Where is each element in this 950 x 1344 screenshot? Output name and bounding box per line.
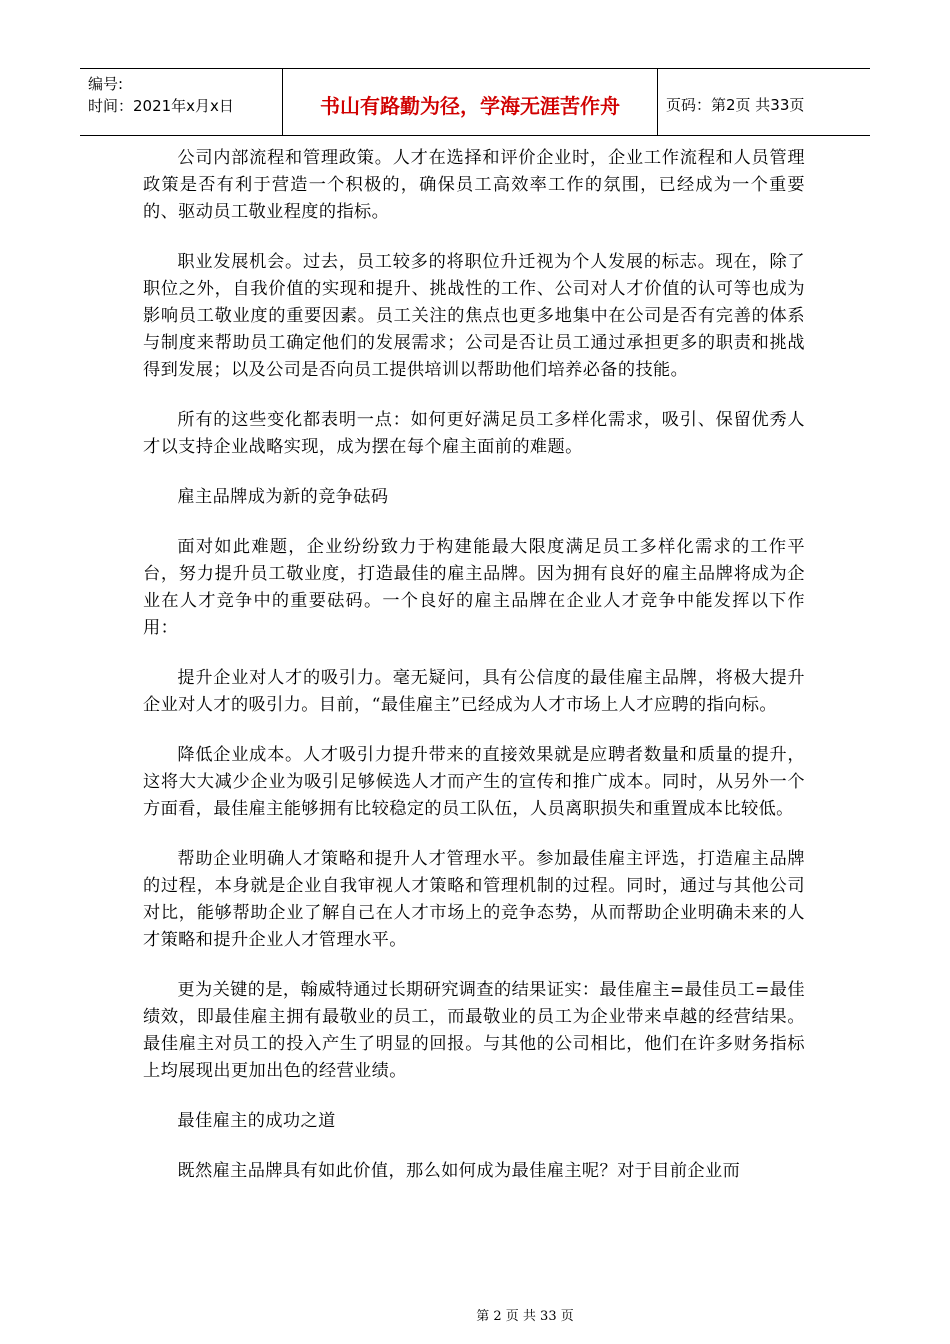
paragraph: 既然雇主品牌具有如此价值，那么如何成为最佳雇主呢？对于目前企业而 xyxy=(177,1161,741,1181)
page-footer xyxy=(0,1305,950,1324)
footer-page-number: 第 2 页 共 33 页 xyxy=(476,1309,574,1324)
paragraph: 所有的这些变化都表明一点：如何更好满足员工多样化需求，吸引、保留优秀人才以支持企业战略实现，成为摆在每个雇主面前的难题。 xyxy=(143,410,805,457)
doc-time-label: 时间：2021年x月x日 xyxy=(88,97,234,115)
header-page-info: 页码：第2页 共33页 xyxy=(666,95,805,114)
section-heading: 最佳雇主的成功之道 xyxy=(177,1111,336,1131)
paragraph: 更为关键的是，翰威特通过长期研究调查的结果证实：最佳雇主=最佳员工=最佳绩效，即最佳雇主拥有最敬业的员工，而最敬业的员工为企业带来卓越的经营结果。最佳雇主对员工的投入产生了明显的回报。与其他的公司相比，他们在许多财务指标上均展现出更加出色的经营业绩。 xyxy=(143,980,805,1081)
paragraph: 面对如此难题，企业纷纷致力于构建能最大限度满足员工多样化需求的工作平台，努力提升员工敬业度，打造最佳的雇主品牌。因为拥有良好的雇主品牌将成为企业在人才竞争中的重要砝码。一个良好的雇主品牌在企业人才竞争中能发挥以下作用： xyxy=(143,537,805,638)
page-header xyxy=(80,68,870,136)
paragraph: 公司内部流程和管理政策。人才在选择和评价企业时，企业工作流程和人员管理政策是否有利于营造一个积极的，确保员工高效率工作的氛围，已经成为一个重要的、驱动员工敬业程度的指标。 xyxy=(143,148,805,222)
document-body xyxy=(143,145,805,1208)
header-meta xyxy=(80,69,283,135)
paragraph: 帮助企业明确人才策略和提升人才管理水平。参加最佳雇主评选，打造雇主品牌的过程，本身就是企业自我审视人才策略和管理机制的过程。同时，通过与其他公司对比，能够帮助企业了解自己在人才市场上的竞争态势，从而帮助企业明确未来的人才策略和提升企业人才管理水平。 xyxy=(143,849,805,950)
header-motto: 书山有路勤为径，学海无涯苦作舟 xyxy=(283,69,658,135)
paragraph: 职业发展机会。过去，员工较多的将职位升迁视为个人发展的标志。现在，除了职位之外，自我价值的实现和提升、挑战性的工作、公司对人才价值的认可等也成为影响员工敬业度的重要因素。员工关注的焦点也更多地集中在公司是否有完善的体系与制度来帮助员工确定他们的发展需求；公司是否让员工通过承担更多的职责和挑战得到发展；以及公司是否向员工提供培训以帮助他们培养必备的技能。 xyxy=(143,252,805,380)
doc-code-label: 编号: xyxy=(88,75,124,93)
paragraph: 降低企业成本。人才吸引力提升带来的直接效果就是应聘者数量和质量的提升，这将大大减少企业为吸引足够候选人才而产生的宣传和推广成本。同时，从另外一个方面看，最佳雇主能够拥有比较稳定的员工队伍，人员离职损失和重置成本比较低。 xyxy=(143,745,805,819)
section-heading: 雇主品牌成为新的竞争砝码 xyxy=(177,487,389,507)
paragraph: 提升企业对人才的吸引力。毫无疑问，具有公信度的最佳雇主品牌，将极大提升企业对人才的吸引力。目前，“最佳雇主”已经成为人才市场上人才应聘的指向标。 xyxy=(143,668,805,715)
